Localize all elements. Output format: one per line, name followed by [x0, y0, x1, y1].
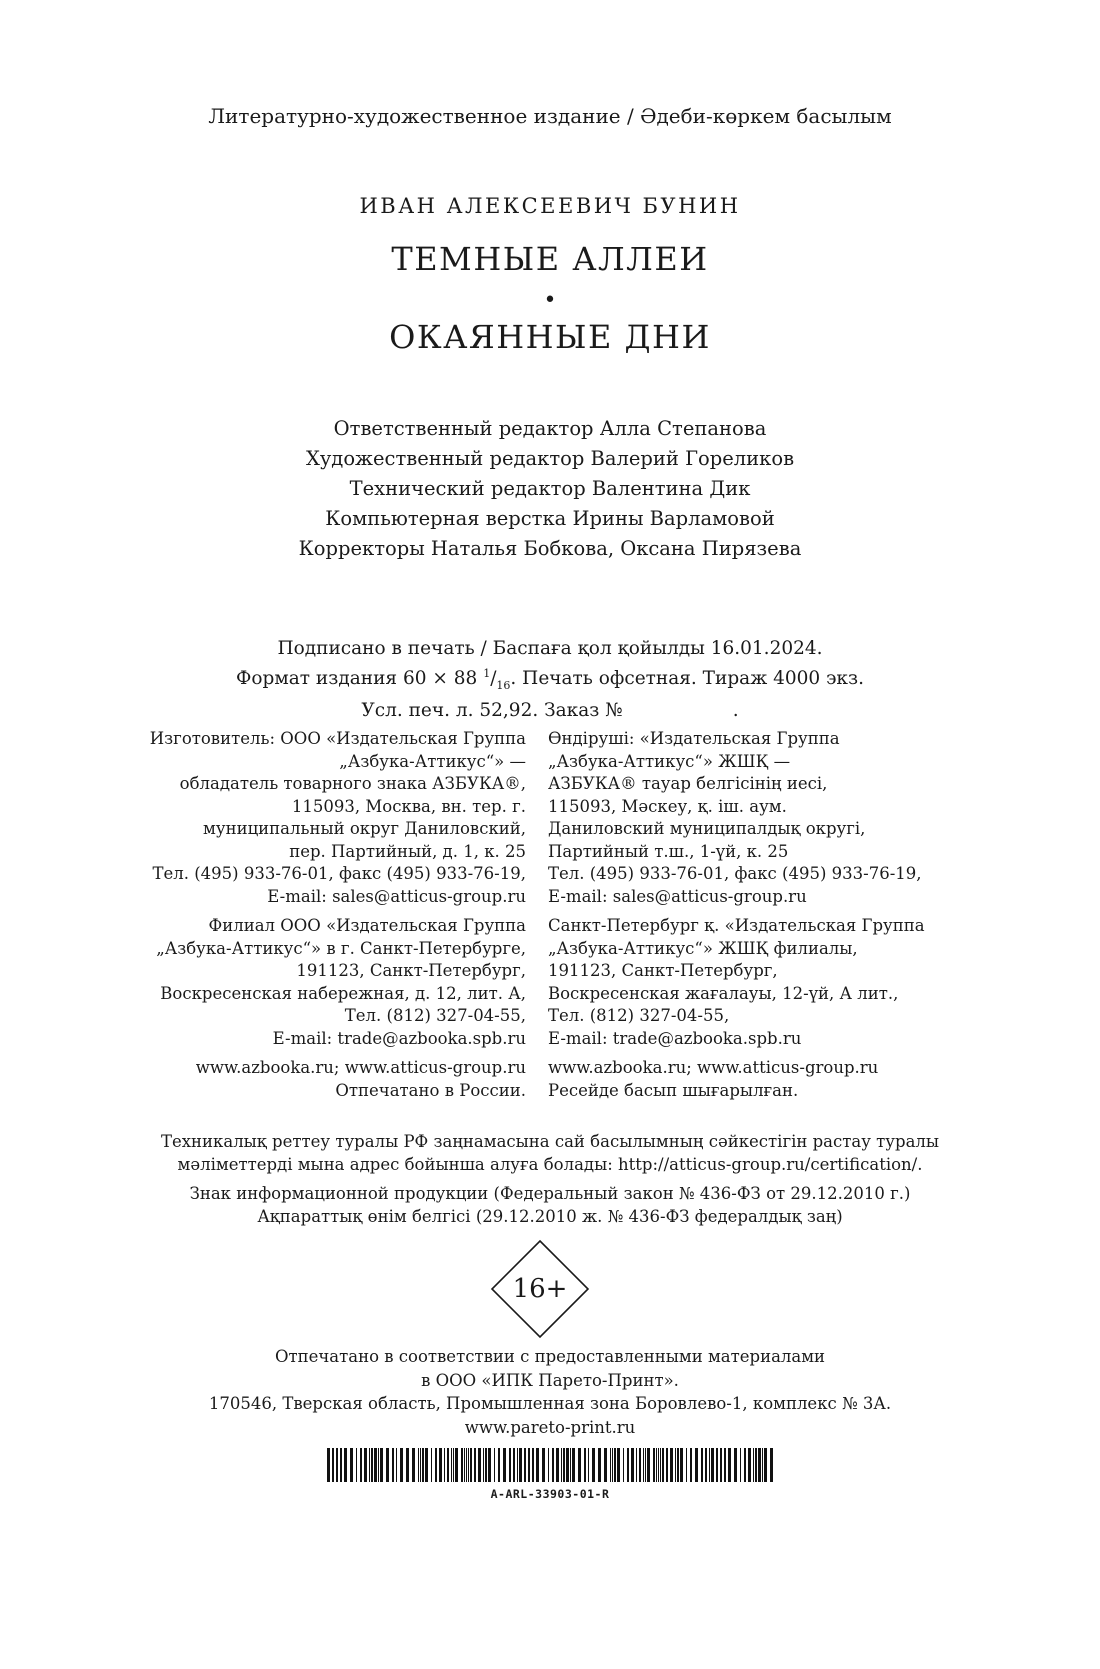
barcode-bar — [435, 1448, 437, 1482]
info-sign-line: Знак информационной продукции (Федеральный закон № 436-ФЗ от 29.12.2010 г.) — [189, 1184, 911, 1203]
barcode-code: A-ARL-33903-01-R — [490, 1487, 610, 1501]
barcode-bar — [728, 1448, 731, 1482]
credit-line: Корректоры Наталья Бобкова, Оксана Пирязева — [298, 537, 802, 560]
barcode-bar — [662, 1448, 664, 1482]
barcode-bar — [570, 1448, 571, 1482]
barcode-bar — [675, 1448, 676, 1482]
barcode-bar — [369, 1448, 370, 1482]
barcode-bar — [610, 1448, 611, 1482]
barcode-bar — [770, 1448, 773, 1482]
barcode-bar — [755, 1448, 757, 1482]
publisher-column-ru — [106, 728, 526, 1109]
barcode-bar — [374, 1448, 377, 1482]
barcode-bar — [762, 1448, 763, 1482]
branch-kz-line: E-mail: trade@azbooka.spb.ru — [548, 1028, 802, 1048]
barcode-bar — [709, 1448, 710, 1482]
branch-kz-line: Воскресенская жағалауы, 12-үй, А лит., — [548, 983, 899, 1003]
format-numerator: 1 — [483, 667, 491, 680]
format-suffix: . Печать офсетная. Тираж 4000 экз. — [510, 668, 864, 690]
barcode-bar — [364, 1448, 367, 1482]
barcode-bar — [566, 1448, 569, 1482]
barcode-bar — [503, 1448, 506, 1482]
barcode-bar — [513, 1448, 515, 1482]
printer-line: 170546, Тверская область, Промышленная зона Боровлево-1, комплекс № 3А. — [208, 1394, 892, 1413]
barcode-bar — [439, 1448, 442, 1482]
edition-type: Литературно-художественное издание / Әдеби-көркем басылым — [208, 104, 892, 128]
barcode-bar — [485, 1448, 487, 1482]
branch-ru — [106, 915, 526, 1050]
manufacturer-ru-line: пер. Партийный, д. 1, к. 25 — [289, 841, 526, 861]
branch-kz-line: Тел. (812) 327-04-55, — [548, 1006, 730, 1025]
barcode-bar — [447, 1448, 449, 1482]
barcode-bar — [670, 1448, 673, 1482]
barcode-bar — [356, 1448, 357, 1482]
manufacturer-ru-line: „Азбука-Аттикус“» — — [339, 751, 526, 771]
barcode-bar — [371, 1448, 373, 1482]
barcode-bar — [344, 1448, 347, 1482]
certification-line: мәліметтерді мына адрес бойынша алуға болады: http://atticus-group.ru/certification/. — [177, 1155, 923, 1174]
manufacturer-kz-line: 115093, Мәскеу, қ. іш. аум. — [548, 796, 787, 816]
manufacturer-kz-line: E-mail: sales@atticus-group.ru — [548, 886, 807, 906]
barcode-bar — [380, 1448, 383, 1482]
barcode-bar — [425, 1448, 428, 1482]
barcode-bar — [422, 1448, 424, 1482]
barcode-bar — [623, 1448, 624, 1482]
barcode-bar — [563, 1448, 565, 1482]
manufacturer-ru-line: 115093, Москва, вн. тер. г. — [291, 796, 526, 816]
printer-line: в ООО «ИПК Парето-Принт». — [421, 1370, 679, 1390]
barcode-bar — [690, 1448, 692, 1482]
barcode-bar — [396, 1448, 397, 1482]
barcode-bar — [332, 1448, 334, 1482]
barcode-bar — [386, 1448, 389, 1482]
volume-end: . — [732, 699, 739, 721]
print-format — [0, 661, 1100, 698]
branch-ru-line: Тел. (812) 327-04-55, — [344, 1006, 526, 1025]
barcode-bar — [658, 1448, 659, 1482]
barcode-bar — [444, 1448, 445, 1482]
barcode-bar — [483, 1448, 484, 1482]
barcode-bar — [588, 1448, 589, 1482]
barcode-bar — [758, 1448, 761, 1482]
barcode-bar — [542, 1448, 545, 1482]
barcode-bar — [336, 1448, 338, 1482]
barcode-bar — [418, 1448, 419, 1482]
barcode-bar — [451, 1448, 452, 1482]
barcode-bar — [392, 1448, 394, 1482]
web-ru-line: Отпечатано в России. — [335, 1080, 526, 1100]
web-ru — [106, 1057, 526, 1102]
title-separator: • — [543, 288, 557, 313]
manufacturer-kz-line: Даниловский муниципалдық округі, — [548, 819, 866, 838]
barcode-bar — [617, 1448, 620, 1482]
credits-block — [0, 414, 1100, 564]
manufacturer-kz-line: Өндіруші: «Издательская Группа — [548, 729, 840, 748]
barcode-bar — [627, 1448, 629, 1482]
branch-ru-line: Филиал ООО «Издательская Группа — [208, 916, 526, 935]
barcode-bar — [686, 1448, 687, 1482]
web-kz — [548, 1057, 968, 1102]
signed-date: Подписано в печать / Баспаға қол қойылды 16.01.2024. — [277, 638, 823, 659]
manufacturer-ru-line: обладатель товарного знака АЗБУКА®, — [179, 774, 526, 793]
manufacturer-kz-line: Тел. (495) 933-76-01, факс (495) 933-76-19, — [548, 864, 922, 883]
barcode-bar — [561, 1448, 562, 1482]
branch-kz-line: „Азбука-Аттикус“» ЖШҚ филиалы, — [548, 938, 858, 958]
barcode-bar — [466, 1448, 467, 1482]
web-kz-line: www.azbooka.ru; www.atticus-group.ru — [548, 1058, 879, 1077]
barcode-bar — [340, 1448, 342, 1482]
barcode-bar — [327, 1448, 330, 1482]
barcode-bar — [724, 1448, 726, 1482]
barcode-bar — [734, 1448, 737, 1482]
barcode-bar — [592, 1448, 595, 1482]
print-info — [0, 636, 1100, 723]
manufacturer-kz-line: „Азбука-Аттикус“» ЖШҚ — — [548, 751, 791, 771]
barcode-bar — [656, 1448, 657, 1482]
barcode-bar — [548, 1448, 549, 1482]
barcode-bar — [666, 1448, 668, 1482]
manufacturer-ru — [106, 728, 526, 908]
barcode-bar — [498, 1448, 500, 1482]
web-ru-line: www.azbooka.ru; www.atticus-group.ru — [195, 1058, 526, 1077]
branch-kz-line: 191123, Санкт-Петербург, — [548, 961, 778, 980]
barcode-bar — [604, 1448, 607, 1482]
volume-text: Усл. печ. л. 52,92. Заказ № — [361, 699, 623, 721]
credit-line: Ответственный редактор Алла Степанова — [333, 417, 767, 440]
barcode-bar — [695, 1448, 698, 1482]
barcode-bar — [647, 1448, 650, 1482]
barcode-bar — [470, 1448, 472, 1482]
barcode-bar — [701, 1448, 703, 1482]
manufacturer-kz — [548, 728, 968, 908]
info-product-sign — [0, 1182, 1100, 1228]
branch-ru-line: „Азбука-Аттикус“» в г. Санкт-Петербурге, — [156, 938, 526, 958]
credit-line: Технический редактор Валентина Дик — [349, 477, 751, 500]
barcode-bar — [744, 1448, 746, 1482]
barcode-bar — [660, 1448, 661, 1482]
barcode-bar — [584, 1448, 586, 1482]
barcode-bar — [536, 1448, 539, 1482]
barcode-bar — [680, 1448, 683, 1482]
credit-line: Художественный редактор Валерий Гореликов — [305, 447, 795, 470]
manufacturer-kz-line: АЗБУКА® тауар белгісінің иесі, — [548, 774, 828, 793]
barcode-bar — [412, 1448, 415, 1482]
branch-ru-line: Воскресенская набережная, д. 12, лит. А, — [160, 983, 526, 1003]
branch-ru-line: E-mail: trade@azbooka.spb.ru — [272, 1028, 526, 1048]
certification-note — [0, 1130, 1100, 1176]
barcode-bar — [705, 1448, 707, 1482]
branch-ru-line: 191123, Санкт-Петербург, — [296, 961, 526, 980]
barcode-bar — [716, 1448, 718, 1482]
barcode-bar — [639, 1448, 641, 1482]
barcode-bar — [653, 1448, 655, 1482]
barcode-bar — [420, 1448, 421, 1482]
barcode-bar — [378, 1448, 379, 1482]
publisher-column-kz — [548, 728, 968, 1109]
branch-kz — [548, 915, 968, 1050]
printer-line: www.pareto-print.ru — [464, 1417, 636, 1437]
barcode-bar — [748, 1448, 751, 1482]
barcode — [325, 1448, 775, 1482]
barcode-bar — [488, 1448, 491, 1482]
age-rating-badge — [490, 1239, 590, 1339]
barcode-bar — [612, 1448, 613, 1482]
barcode-bar — [517, 1448, 518, 1482]
manufacturer-ru-line: E-mail: sales@atticus-group.ru — [267, 886, 526, 906]
barcode-bar — [406, 1448, 409, 1482]
barcode-bar — [461, 1448, 463, 1482]
barcode-bar — [764, 1448, 767, 1482]
barcode-bar — [740, 1448, 741, 1482]
branch-kz-line: Санкт-Петербург қ. «Издательская Группа — [548, 916, 925, 935]
barcode-bar — [552, 1448, 554, 1482]
barcode-bar — [636, 1448, 637, 1482]
info-sign-line: Ақпараттық өнім белгісі (29.12.2010 ж. № 436-ФЗ федералдық заң) — [257, 1207, 843, 1226]
barcode-bar — [350, 1448, 353, 1482]
certification-line: Техникалық реттеу туралы РФ заңнамасына сай басылымның сәйкестігін растау туралы — [160, 1132, 940, 1151]
barcode-bar — [598, 1448, 601, 1482]
barcode-bar — [478, 1448, 481, 1482]
format-denominator: 16 — [496, 678, 511, 692]
barcode-bar — [524, 1448, 526, 1482]
barcode-bar — [464, 1448, 465, 1482]
barcode-bar — [360, 1448, 362, 1482]
format-prefix: Формат издания 60 × 88 — [236, 668, 484, 690]
age-rating-text: 16+ — [512, 1274, 568, 1304]
barcode-bar — [720, 1448, 722, 1482]
barcode-bar — [614, 1448, 616, 1482]
barcode-bar — [453, 1448, 454, 1482]
printer-line: Отпечатано в соответствии с предоставленными материалами — [274, 1347, 826, 1366]
barcode-bar — [645, 1448, 646, 1482]
barcode-bar — [468, 1448, 469, 1482]
barcode-bar — [474, 1448, 476, 1482]
manufacturer-ru-line: муниципальный округ Даниловский, — [203, 819, 526, 838]
barcode-bar — [753, 1448, 754, 1482]
barcode-bar — [711, 1448, 714, 1482]
barcode-bar — [677, 1448, 679, 1482]
barcode-bar — [643, 1448, 644, 1482]
print-volume — [0, 698, 1100, 723]
manufacturer-ru-line: Изготовитель: ООО «Издательская Группа — [149, 729, 526, 748]
barcode-bar — [519, 1448, 522, 1482]
barcode-bar — [631, 1448, 634, 1482]
barcode-bar — [532, 1448, 534, 1482]
barcode-bar — [455, 1448, 458, 1482]
credit-line: Компьютерная верстка Ирины Варламовой — [325, 507, 775, 530]
barcode-bar — [572, 1448, 575, 1482]
barcode-bar — [494, 1448, 495, 1482]
manufacturer-kz-line: Партийный т.ш., 1-үй, к. 25 — [548, 841, 789, 861]
book-title-2: ОКАЯННЫЕ ДНИ — [389, 318, 711, 356]
web-kz-line: Ресейде басып шығарылған. — [548, 1080, 799, 1100]
barcode-bar — [528, 1448, 530, 1482]
author-name: ИВАН АЛЕКСЕЕВИЧ БУНИН — [359, 194, 741, 218]
barcode-bar — [578, 1448, 581, 1482]
manufacturer-ru-line: Тел. (495) 933-76-01, факс (495) 933-76-19, — [152, 864, 526, 883]
barcode-bar — [400, 1448, 403, 1482]
format-slash: / — [490, 668, 497, 690]
barcode-bar — [431, 1448, 432, 1482]
printer-info — [0, 1345, 1100, 1439]
barcode-bar — [509, 1448, 511, 1482]
book-title-1: ТЕМНЫЕ АЛЛЕИ — [391, 240, 709, 278]
barcode-bar — [556, 1448, 559, 1482]
